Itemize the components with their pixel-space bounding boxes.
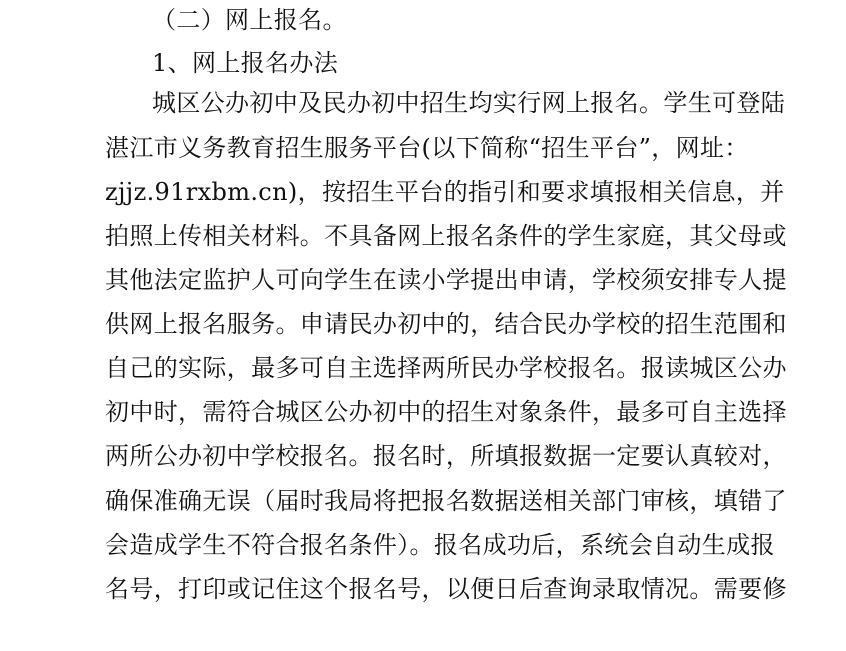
paragraph-line-8: 初中时，需符合城区公办初中的招生对象条件，最多可自主选择 — [105, 398, 787, 426]
paragraph-line-9: 两所公办初中学校报名。报名时，所填报数据一定要认真较对， — [105, 442, 787, 470]
paragraph-line-2: 湛江市义务教育招生服务平台(以下简称“招生平台”，网址： — [105, 134, 749, 162]
paragraph-line-6: 供网上报名服务。申请民办初中的，结合民办学校的招生范围和 — [105, 310, 787, 338]
paragraph-line-7: 自己的实际，最多可自主选择两所民办学校报名。报读城区公办 — [105, 354, 787, 382]
paragraph-line-11: 会造成学生不符合报名条件）。报名成功后，系统会自动生成报 — [105, 531, 775, 559]
section-heading: （二）网上报名。 — [152, 6, 347, 34]
paragraph-line-3: zjjz.91rxbm.cn)，按招生平台的指引和要求填报相关信息，并 — [105, 178, 785, 206]
subsection-heading: 1、网上报名办法 — [152, 49, 339, 77]
paragraph-line-5: 其他法定监护人可向学生在读小学提出申请，学校须安排专人提 — [105, 266, 787, 294]
paragraph-line-1: 城区公办初中及民办初中招生均实行网上报名。学生可登陆 — [152, 89, 786, 117]
paragraph-line-4: 拍照上传相关材料。不具备网上报名条件的学生家庭，其父母或 — [105, 222, 787, 250]
paragraph-line-12: 名号，打印或记住这个报名号，以便日后查询录取情况。需要修 — [105, 575, 787, 603]
paragraph-line-10: 确保准确无误（届时我局将把报名数据送相关部门审核，填错了 — [105, 487, 787, 515]
